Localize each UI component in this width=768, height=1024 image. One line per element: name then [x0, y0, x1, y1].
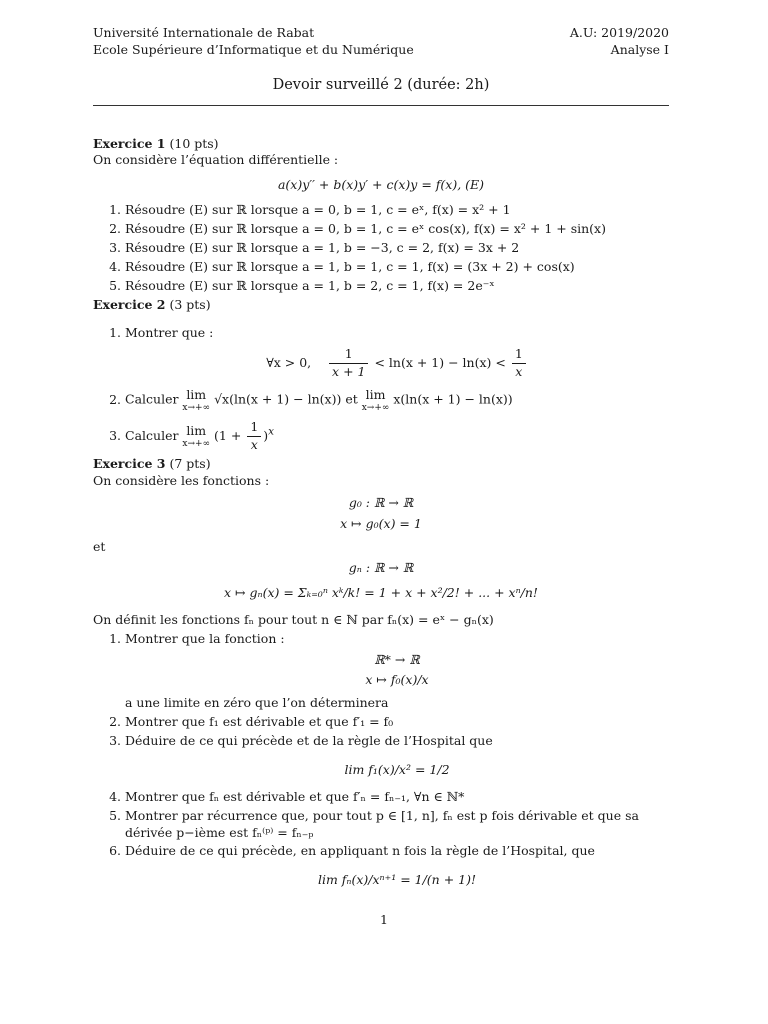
item-2-expression-2: x(ln(x + 1) − ln(x)): [393, 391, 513, 407]
exam-title: Devoir surveillé 2 (durée: 2h): [272, 77, 490, 93]
item-3-text: Déduire de ce qui précède et de la règle de l’Hospital que: [125, 733, 493, 749]
exercise-3-item-3: [125, 733, 669, 779]
exercise-2-list: [93, 325, 669, 453]
exercise-1-item: 2. Résoudre (E) sur ℝ lorsque a = 0, b = 1, c = eˣ cos(x), f(x) = x² + 1 + sin(x): [125, 221, 669, 238]
exercise-3-points: (7 pts): [169, 455, 211, 471]
exercise-1-list: [93, 202, 669, 294]
gn-definition-2: x ↦ gₙ(x) = Σₖ₌₀ⁿ xᵏ/k! = 1 + x + x²/2! + ... + xⁿ/n!: [224, 584, 538, 600]
exercise-2-label: Exercice 2: [93, 296, 166, 312]
exercise-1-item: 1. Résoudre (E) sur ℝ lorsque a = 0, b = 1, c = eˣ, f(x) = x² + 1: [125, 202, 669, 219]
exercise-3-item-1: [125, 631, 669, 713]
limit-operator: lim x→+∞: [361, 387, 390, 413]
item-1-text: Montrer que la fonction :: [125, 630, 285, 646]
g0-definition-2: x ↦ g₀(x) = 1: [340, 516, 422, 532]
header-left: [93, 24, 414, 58]
item-1-tail: a une limite en zéro que l’on déterminera: [125, 695, 389, 711]
gn-definition-1: gₙ : ℝ → ℝ: [348, 560, 414, 576]
exercise-1-item: 3. Résoudre (E) sur ℝ lorsque a = 1, b = −3, c = 2, f(x) = 3x + 2: [125, 240, 669, 257]
exercise-1-heading: [93, 136, 669, 153]
item-6-text: Déduire de ce qui précède, en appliquant n fois la règle de l’Hospital, que: [125, 843, 595, 859]
school-name: Ecole Supérieure d’Informatique et du Numérique: [93, 42, 414, 57]
item-2-and: et: [345, 391, 358, 407]
exercise-3: [93, 456, 669, 890]
limit-operator: lim x→+∞: [182, 423, 211, 450]
inequality-middle: < ln(x + 1) − ln(x) <: [374, 355, 506, 371]
item-6-equation: lim fₙ(x)/xⁿ⁺¹ = 1/(n + 1)!: [317, 872, 477, 888]
exam-page: [93, 24, 669, 891]
fraction-one-over-x: $\frac{1}{x}$: [247, 419, 261, 454]
exercise-1-points: (10 pts): [169, 135, 219, 151]
header-right: [570, 24, 669, 58]
exercise-2-item-1: [125, 325, 669, 381]
exercise-3-item-2: 2. Montrer que f₁ est dérivable et que f′₁ = f₀: [125, 714, 669, 731]
exercise-2-heading: [93, 297, 669, 314]
university-name: Université Internationale de Rabat: [93, 25, 315, 40]
exercise-2-inequality: [125, 346, 669, 381]
title-rule: [93, 105, 669, 106]
exercise-1-intro: On considère l’équation différentielle :: [93, 152, 339, 168]
exercise-3-item-5: 5. Montrer par récurrence que, pour tout p ∈ [1, n], fₙ est p fois dérivable et que sa dérivée p−ième est fₙ⁽ᵖ⁾ = fₙ₋ₚ: [125, 808, 669, 842]
exercise-1-item: 5. Résoudre (E) sur ℝ lorsque a = 1, b = 2, c = 1, f(x) = 2e⁻ˣ: [125, 278, 669, 295]
exercise-1-item: 4. Résoudre (E) sur ℝ lorsque a = 1, b = 1, c = 1, f(x) = (3x + 2) + cos(x): [125, 259, 669, 276]
exercise-2-item-1-text: Montrer que :: [125, 325, 214, 341]
exercise-1-label: Exercice 1: [93, 135, 166, 151]
course-name: Analyse I: [610, 42, 669, 57]
header: [93, 24, 669, 58]
forall-part: ∀x > 0,: [266, 355, 312, 371]
exercise-3-heading: [93, 456, 669, 473]
exercise-2-item-2: [125, 387, 669, 413]
exercise-3-item-6: [125, 843, 669, 889]
exercise-2: [93, 297, 669, 454]
et-text: et: [93, 539, 106, 555]
academic-year: A.U: 2019/2020: [569, 25, 669, 40]
map-line-2: x ↦ f₀(x)/x: [365, 672, 429, 688]
item-2-expression-1: √x(ln(x + 1) − ln(x)): [214, 391, 342, 407]
limit-operator: lim x→+∞: [182, 387, 211, 413]
item-3-prefix: Calculer: [125, 427, 179, 443]
exercise-3-label: Exercice 3: [93, 455, 166, 471]
exercise-2-points: (3 pts): [169, 296, 211, 312]
fraction-right: $\frac{1}{x}$: [512, 346, 526, 381]
exercise-3-item-4: 4. Montrer que fₙ est dérivable et que f′ₙ = fₙ₋₁, ∀n ∈ ℕ*: [125, 789, 669, 806]
g0-definition-1: g₀ : ℝ → ℝ: [348, 495, 414, 511]
exercise-1-equation: a(x)y′′ + b(x)y′ + c(x)y = f(x), (E): [277, 177, 485, 193]
item-2-prefix: Calculer: [125, 391, 179, 407]
page-number: 1: [380, 912, 388, 927]
exercise-3-intro: On considère les fonctions :: [93, 472, 270, 488]
fraction-left: $\frac{1}{x + 1}$: [329, 346, 368, 381]
item-3-equation: lim f₁(x)/x² = 1/2: [344, 761, 450, 777]
exercise-1: [93, 136, 669, 295]
exercise-3-list: [93, 631, 669, 890]
map-line-1: ℝ* → ℝ: [374, 651, 420, 667]
exercise-2-item-3: 3. Calculer lim x→+∞ (1 + $\frac{1}{x}$ )$^x$: [125, 419, 669, 454]
fn-definition: On définit les fonctions fₙ pour tout n ∈ ℕ par fₙ(x) = eˣ − gₙ(x): [93, 611, 494, 627]
